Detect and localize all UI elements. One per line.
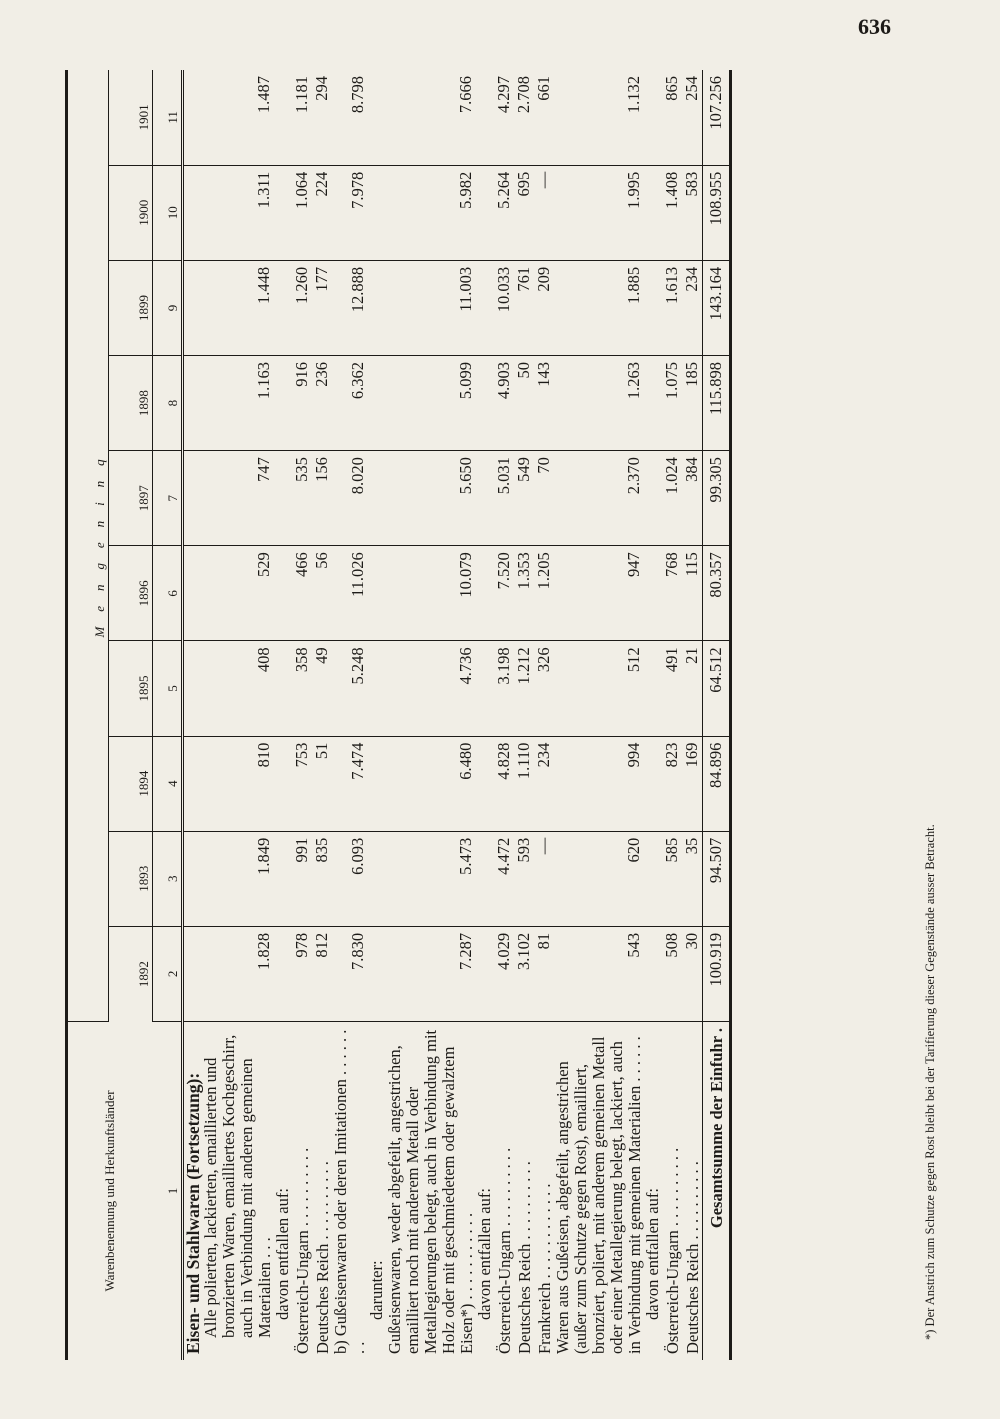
value-cell — [274, 356, 292, 451]
row-label: Alle polierten, lackierten, emaillierten und bronzierten Waren, emailliertes Kochgeschirr, auch in Verbindung mit anderen gemeinen Materialien . . . — [200, 1034, 274, 1338]
value-cell: 4.029 — [494, 926, 514, 1021]
value-cell — [274, 70, 292, 165]
value-cell — [476, 70, 494, 165]
value-cell: 7.666 — [386, 70, 476, 165]
value-cell — [476, 546, 494, 641]
value-cell — [182, 926, 202, 1021]
value-cell — [476, 451, 494, 546]
value-cell: 1.828 — [202, 926, 274, 1021]
value-cell: 535 — [292, 451, 312, 546]
value-cell: 529 — [202, 546, 274, 641]
value-cell: 768 — [662, 546, 682, 641]
value-cell — [274, 641, 292, 736]
value-cell: 1.408 — [662, 165, 682, 260]
header-index: 9 — [152, 260, 182, 355]
value-cell — [368, 736, 386, 831]
row-label: Österreich-Ungarn . . . . . . . . . . — [494, 1147, 514, 1354]
value-cell: 234 — [534, 736, 554, 831]
value-cell — [368, 356, 386, 451]
value-cell — [274, 260, 292, 355]
value-cell: 823 — [662, 736, 682, 831]
value-cell: 12.888 — [332, 260, 368, 355]
value-cell — [644, 260, 662, 355]
value-cell: 94.507 — [702, 831, 730, 926]
value-cell — [644, 641, 662, 736]
header-year: 1897 — [109, 451, 153, 546]
value-cell: — — [534, 831, 554, 926]
value-cell: 99.305 — [702, 451, 730, 546]
value-cell — [274, 736, 292, 831]
value-cell: 11.003 — [386, 260, 476, 355]
value-cell — [644, 831, 662, 926]
value-cell: 5.248 — [332, 641, 368, 736]
value-cell: 143.164 — [702, 260, 730, 355]
value-cell: 294 — [312, 70, 332, 165]
value-cell: 143 — [534, 356, 554, 451]
value-cell: 30 — [682, 926, 703, 1021]
value-cell: 50 — [514, 356, 534, 451]
value-cell: 549 — [514, 451, 534, 546]
value-cell: 108.955 — [702, 165, 730, 260]
row-label: Österreich-Ungarn . . . . . . . . . . — [662, 1147, 682, 1354]
import-table — [65, 70, 732, 1360]
value-cell: 6.093 — [332, 831, 368, 926]
value-cell — [644, 926, 662, 1021]
row-label: Waren aus Gußeisen, abgefeilt, angestrichen (außer zum Schutze gegen Rost), emailliert, bronziert, poliert, mit anderem gemeinen Metall oder einer Metallegierung belegt, lackiert, auch in Verbindung mit gemeinen Materialien . . . . . . — [552, 1036, 644, 1354]
value-cell: 177 — [312, 260, 332, 355]
value-cell: 810 — [202, 736, 274, 831]
table-row — [368, 70, 386, 1360]
row-label: Deutsches Reich . . . . . . . . . . — [312, 1161, 332, 1354]
value-cell: 169 — [682, 736, 703, 831]
value-cell: 512 — [554, 641, 644, 736]
value-cell: 8.798 — [332, 70, 368, 165]
value-cell — [182, 165, 202, 260]
header-index: 3 — [152, 831, 182, 926]
value-cell: 5.031 — [494, 451, 514, 546]
table-row — [292, 70, 312, 1360]
header-index: 11 — [152, 70, 182, 165]
header-year: 1899 — [109, 260, 153, 355]
value-cell: 358 — [292, 641, 312, 736]
header-year: 1900 — [109, 165, 153, 260]
table-row — [662, 70, 682, 1360]
row-label: davon entfallen auf: — [272, 1188, 292, 1320]
value-cell: 947 — [554, 546, 644, 641]
value-cell — [182, 451, 202, 546]
value-cell: 1.075 — [662, 356, 682, 451]
value-cell — [182, 70, 202, 165]
value-cell: 1.260 — [292, 260, 312, 355]
table-row — [202, 70, 274, 1360]
value-cell: — — [534, 165, 554, 260]
value-cell — [644, 70, 662, 165]
value-cell — [182, 641, 202, 736]
value-cell: 49 — [312, 641, 332, 736]
row-label: darunter: — [366, 1260, 386, 1320]
value-cell: 224 — [312, 165, 332, 260]
value-cell — [368, 165, 386, 260]
table-row — [332, 70, 368, 1360]
value-cell: 5.473 — [386, 831, 476, 926]
value-cell: 1.487 — [202, 70, 274, 165]
value-cell: 1.613 — [662, 260, 682, 355]
value-cell — [368, 926, 386, 1021]
value-cell — [368, 831, 386, 926]
header-index: 7 — [152, 451, 182, 546]
value-cell: 156 — [312, 451, 332, 546]
value-cell: 994 — [554, 736, 644, 831]
value-cell — [644, 546, 662, 641]
value-cell: 107.256 — [702, 70, 730, 165]
row-label: Gesamtsumme der Einfuhr . — [702, 1021, 730, 1360]
row-label: b) Gußeisenwaren oder deren Imitationen . . . . . . . . — [330, 1029, 368, 1354]
value-cell: 695 — [514, 165, 534, 260]
value-cell: 5.650 — [386, 451, 476, 546]
value-cell: 115.898 — [702, 356, 730, 451]
value-cell — [368, 451, 386, 546]
header-col1-label: Warenbenennung und Herkunftsländer — [67, 1021, 153, 1360]
value-cell: 491 — [662, 641, 682, 736]
value-cell: 1.132 — [554, 70, 644, 165]
value-cell — [368, 70, 386, 165]
value-cell — [274, 546, 292, 641]
value-cell: 1.995 — [554, 165, 644, 260]
value-cell: 661 — [534, 70, 554, 165]
value-cell: 2.370 — [554, 451, 644, 546]
row-label: Gußeisenwaren, weder abgefeilt, angestrichen, emailliert noch mit anderem Metall oder Metallegierungen belegt, auch in Verbindung mit Holz oder mit geschmiedetem oder gewalztem Eisen*) . . . . . . . . . . . — [384, 1029, 476, 1354]
row-label: davon entfallen auf: — [642, 1188, 662, 1320]
value-cell — [274, 451, 292, 546]
value-cell: 236 — [312, 356, 332, 451]
page-number: 636 — [858, 14, 891, 39]
table-row — [312, 70, 332, 1360]
value-cell: 1.849 — [202, 831, 274, 926]
value-cell: 916 — [292, 356, 312, 451]
value-cell — [368, 546, 386, 641]
table-row — [534, 70, 554, 1360]
value-cell: 7.520 — [494, 546, 514, 641]
value-cell: 80.357 — [702, 546, 730, 641]
header-span-label: M e n g e n i n q — [67, 70, 109, 1021]
value-cell: 7.830 — [332, 926, 368, 1021]
value-cell — [274, 165, 292, 260]
value-cell: 56 — [312, 546, 332, 641]
value-cell — [476, 165, 494, 260]
header-year: 1901 — [109, 70, 153, 165]
value-cell — [476, 736, 494, 831]
value-cell — [644, 736, 662, 831]
value-cell: 11.026 — [332, 546, 368, 641]
value-cell: 1.263 — [554, 356, 644, 451]
header-index: 2 — [152, 926, 182, 1021]
value-cell: 384 — [682, 451, 703, 546]
value-cell: 1.110 — [514, 736, 534, 831]
value-cell: 6.362 — [332, 356, 368, 451]
value-cell: 593 — [514, 831, 534, 926]
value-cell: 4.903 — [494, 356, 514, 451]
value-cell: 10.079 — [386, 546, 476, 641]
row-label: Deutsches Reich . . . . . . . . . . — [682, 1161, 702, 1354]
value-cell: 4.736 — [386, 641, 476, 736]
row-label: davon entfallen auf: — [474, 1188, 494, 1320]
value-cell: 466 — [292, 546, 312, 641]
table-row — [494, 70, 514, 1360]
value-cell: 1.353 — [514, 546, 534, 641]
value-cell: 7.978 — [332, 165, 368, 260]
value-cell — [182, 736, 202, 831]
header-index: 5 — [152, 641, 182, 736]
header-year: 1892 — [109, 926, 153, 1021]
table-row — [514, 70, 534, 1360]
table-row — [386, 70, 476, 1360]
row-label: Deutsches Reich . . . . . . . . . . — [514, 1161, 534, 1354]
value-cell: 753 — [292, 736, 312, 831]
value-cell: 81 — [534, 926, 554, 1021]
table-row — [476, 70, 494, 1360]
value-cell: 1.212 — [514, 641, 534, 736]
value-cell — [644, 451, 662, 546]
value-cell: 1.448 — [202, 260, 274, 355]
value-cell: 115 — [682, 546, 703, 641]
value-cell: 812 — [312, 926, 332, 1021]
value-cell: 64.512 — [702, 641, 730, 736]
value-cell: 620 — [554, 831, 644, 926]
value-cell: 978 — [292, 926, 312, 1021]
value-cell: 3.198 — [494, 641, 514, 736]
table-row — [554, 70, 644, 1360]
header-index: 4 — [152, 736, 182, 831]
value-cell — [476, 356, 494, 451]
value-cell — [182, 260, 202, 355]
footnote: *) Der Anstrich zum Schutze gegen Rost bleibt bei der Tarifierung dieser Gegenstände ausser Betracht. — [923, 824, 937, 1340]
value-cell: 35 — [682, 831, 703, 926]
value-cell: 991 — [292, 831, 312, 926]
total-row — [702, 70, 730, 1360]
value-cell: 761 — [514, 260, 534, 355]
value-cell: 51 — [312, 736, 332, 831]
value-cell: 209 — [534, 260, 554, 355]
value-cell — [274, 831, 292, 926]
value-cell: 1.163 — [202, 356, 274, 451]
value-cell: 5.264 — [494, 165, 514, 260]
value-cell: 234 — [682, 260, 703, 355]
value-cell — [476, 926, 494, 1021]
header-index: 6 — [152, 546, 182, 641]
value-cell: 3.102 — [514, 926, 534, 1021]
row-label: Frankreich . . . . . . . . . . . . — [534, 1183, 554, 1354]
header-year: 1895 — [109, 641, 153, 736]
value-cell: 84.896 — [702, 736, 730, 831]
value-cell: 1.205 — [534, 546, 554, 641]
value-cell: 100.919 — [702, 926, 730, 1021]
value-cell — [274, 926, 292, 1021]
header-col1-index: 1 — [152, 1021, 182, 1360]
value-cell: 21 — [682, 641, 703, 736]
value-cell: 70 — [534, 451, 554, 546]
value-cell: 747 — [202, 451, 274, 546]
header-index: 10 — [152, 165, 182, 260]
value-cell — [644, 165, 662, 260]
value-cell — [182, 356, 202, 451]
value-cell: 408 — [202, 641, 274, 736]
value-cell: 865 — [662, 70, 682, 165]
value-cell — [644, 356, 662, 451]
value-cell: 2.708 — [514, 70, 534, 165]
header-year: 1898 — [109, 356, 153, 451]
value-cell: 185 — [682, 356, 703, 451]
value-cell: 1.181 — [292, 70, 312, 165]
value-cell — [476, 831, 494, 926]
value-cell: 1.024 — [662, 451, 682, 546]
table-row — [682, 70, 703, 1360]
value-cell: 10.033 — [494, 260, 514, 355]
value-cell: 8.020 — [332, 451, 368, 546]
value-cell: 1.311 — [202, 165, 274, 260]
value-cell: 5.982 — [386, 165, 476, 260]
value-cell: 4.472 — [494, 831, 514, 926]
value-cell: 5.099 — [386, 356, 476, 451]
row-label: Eisen- und Stahlwaren (Fortsetzung): — [182, 1072, 203, 1354]
value-cell: 4.828 — [494, 736, 514, 831]
value-cell: 1.064 — [292, 165, 312, 260]
header-index: 8 — [152, 356, 182, 451]
table-row — [182, 70, 202, 1360]
value-cell: 326 — [534, 641, 554, 736]
table-row — [274, 70, 292, 1360]
value-cell: 1.885 — [554, 260, 644, 355]
rotated-table-container — [65, 70, 895, 1360]
value-cell: 4.297 — [494, 70, 514, 165]
value-cell: 583 — [682, 165, 703, 260]
value-cell: 254 — [682, 70, 703, 165]
header-year: 1896 — [109, 546, 153, 641]
header-year: 1894 — [109, 736, 153, 831]
value-cell — [368, 260, 386, 355]
row-label: Österreich-Ungarn . . . . . . . . . . — [292, 1147, 312, 1354]
value-cell — [182, 546, 202, 641]
value-cell: 585 — [662, 831, 682, 926]
value-cell — [368, 641, 386, 736]
value-cell: 835 — [312, 831, 332, 926]
value-cell — [476, 260, 494, 355]
value-cell: 543 — [554, 926, 644, 1021]
value-cell: 508 — [662, 926, 682, 1021]
value-cell: 6.480 — [386, 736, 476, 831]
table-row — [644, 70, 662, 1360]
value-cell: 7.287 — [386, 926, 476, 1021]
value-cell — [476, 641, 494, 736]
value-cell — [182, 831, 202, 926]
header-year: 1893 — [109, 831, 153, 926]
value-cell: 7.474 — [332, 736, 368, 831]
